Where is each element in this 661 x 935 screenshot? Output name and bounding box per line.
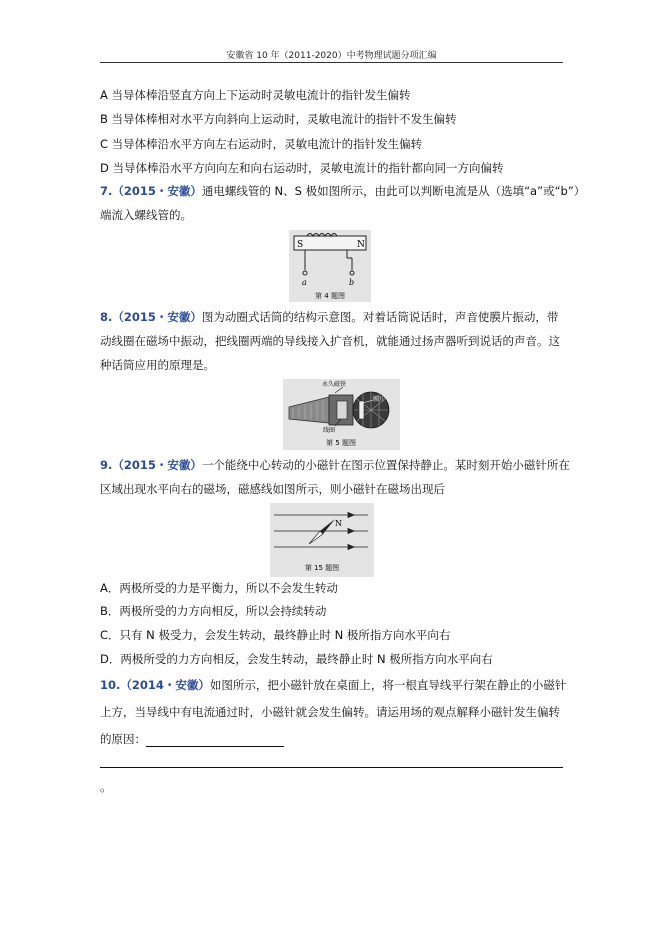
q9-line1 xyxy=(100,457,570,473)
label-a: a xyxy=(302,278,307,287)
q10-number: 10. xyxy=(100,678,121,692)
q8-caption: 第 5 题图 xyxy=(326,439,356,447)
q10-line3 xyxy=(100,731,565,747)
solenoid-core xyxy=(294,236,366,250)
option-c-prev: C 当导体棒沿水平方向左右运动时，灵敏电流计的指针发生偏转 xyxy=(100,137,423,151)
terminal-wires xyxy=(305,258,352,270)
option-a-prev: A 当导体棒沿竖直方向上下运动时灵敏电流计的指针发生偏转 xyxy=(100,88,411,102)
page-header: 安徽省 10 年（2011-2020）中考物理试题分项汇编 xyxy=(226,51,437,61)
terminal-b xyxy=(350,271,354,275)
q8-line2: 动线圈在磁场中振动，把线圈两端的导线接入扩音机，就能通过扬声器听到说话的声音。这 xyxy=(100,334,560,348)
q9-option-c: C．只有 N 极受力，会发生转动，最终静止时 N 极所指方向水平向右 xyxy=(100,628,451,642)
coil xyxy=(337,401,347,419)
q8-number: 8. xyxy=(100,310,113,324)
q7-line1 xyxy=(100,183,586,199)
needle-south xyxy=(309,531,323,544)
q9-option-a: A．两极所受的力是平衡力，所以不会发生转动 xyxy=(100,581,338,595)
q7-figure xyxy=(289,230,371,302)
label-magnet: 永久磁铁 xyxy=(322,381,347,388)
q9-line2: 区域出现水平向右的磁场，磁感线如图所示，则小磁针在磁场出现后 xyxy=(100,482,445,496)
q9-caption: 第 15 题图 xyxy=(304,564,340,572)
header-rule xyxy=(100,62,563,63)
membrane xyxy=(359,401,364,419)
label-coil: 线圈 xyxy=(323,427,336,434)
q10-text: 如图所示，把小磁针放在桌面上，将一根直导线平行架在静止的小磁针 xyxy=(209,678,567,692)
q7-text: 通电螺线管的 N、S 极如图所示，由此可以判断电流是从（选填“a”或“b”） xyxy=(201,184,586,198)
pole-s: S xyxy=(297,240,304,250)
coil-leads xyxy=(305,250,347,258)
q7-line2: 端流入螺线管的。 xyxy=(100,208,192,222)
q8-source: （2015・安徽） xyxy=(112,310,202,324)
option-d-prev: D 当导体棒沿水平方向向左和向右运动时，灵敏电流计的指针都向同一方向偏转 xyxy=(100,161,504,175)
q9-option-b: B．两极所受的力方向相反，所以会持续转动 xyxy=(100,604,327,618)
magnetic-field-diagram xyxy=(270,503,374,577)
q8-line3: 种话筒应用的原理是。 xyxy=(100,358,215,372)
label-membrane: 膜片 xyxy=(373,396,386,403)
q7-caption: 第 4 题图 xyxy=(315,292,345,300)
q10-source: （2014・安徽） xyxy=(120,678,210,692)
q9-option-d: D．两极所受的力方向相反，会发生转动，最终静止时 N 极所指方向水平向右 xyxy=(100,652,493,666)
q7-source: （2015・安徽） xyxy=(112,184,202,198)
terminal-a xyxy=(303,271,307,275)
needle-north xyxy=(320,519,335,534)
solenoid-diagram xyxy=(289,230,371,302)
q8-line1 xyxy=(100,309,565,325)
q10-line2: 上方，当导线中有电流通过时，小磁针就会发生偏转。请运用场的观点解释小磁针发生偏转 xyxy=(100,705,560,719)
label-b: b xyxy=(349,278,355,287)
q9-text: 一个能绕中心转动的小磁针在图示位置保持静止。某时刻开始小磁针所在 xyxy=(201,458,570,472)
option-b-prev: B 当导体棒相对水平方向斜向上运动时，灵敏电流计的指针不发生偏转 xyxy=(100,112,457,126)
needle-n-label: N xyxy=(335,519,342,528)
q7-number: 7. xyxy=(100,184,113,198)
q8-figure xyxy=(283,379,400,450)
q10-line1 xyxy=(100,677,565,693)
answer-line[interactable] xyxy=(100,767,563,768)
pole-n: N xyxy=(357,240,365,250)
q9-figure xyxy=(270,503,374,577)
q10-text3: 的原因： xyxy=(100,732,146,746)
answer-blank[interactable] xyxy=(146,734,284,747)
end-period: 。 xyxy=(100,780,113,794)
q9-source: （2015・安徽） xyxy=(112,458,202,472)
q9-number: 9. xyxy=(100,458,113,472)
q8-text: 图为动圈式话筒的结构示意图。对着话筒说话时，声音使膜片振动，带 xyxy=(201,310,559,324)
microphone-diagram xyxy=(283,379,400,450)
